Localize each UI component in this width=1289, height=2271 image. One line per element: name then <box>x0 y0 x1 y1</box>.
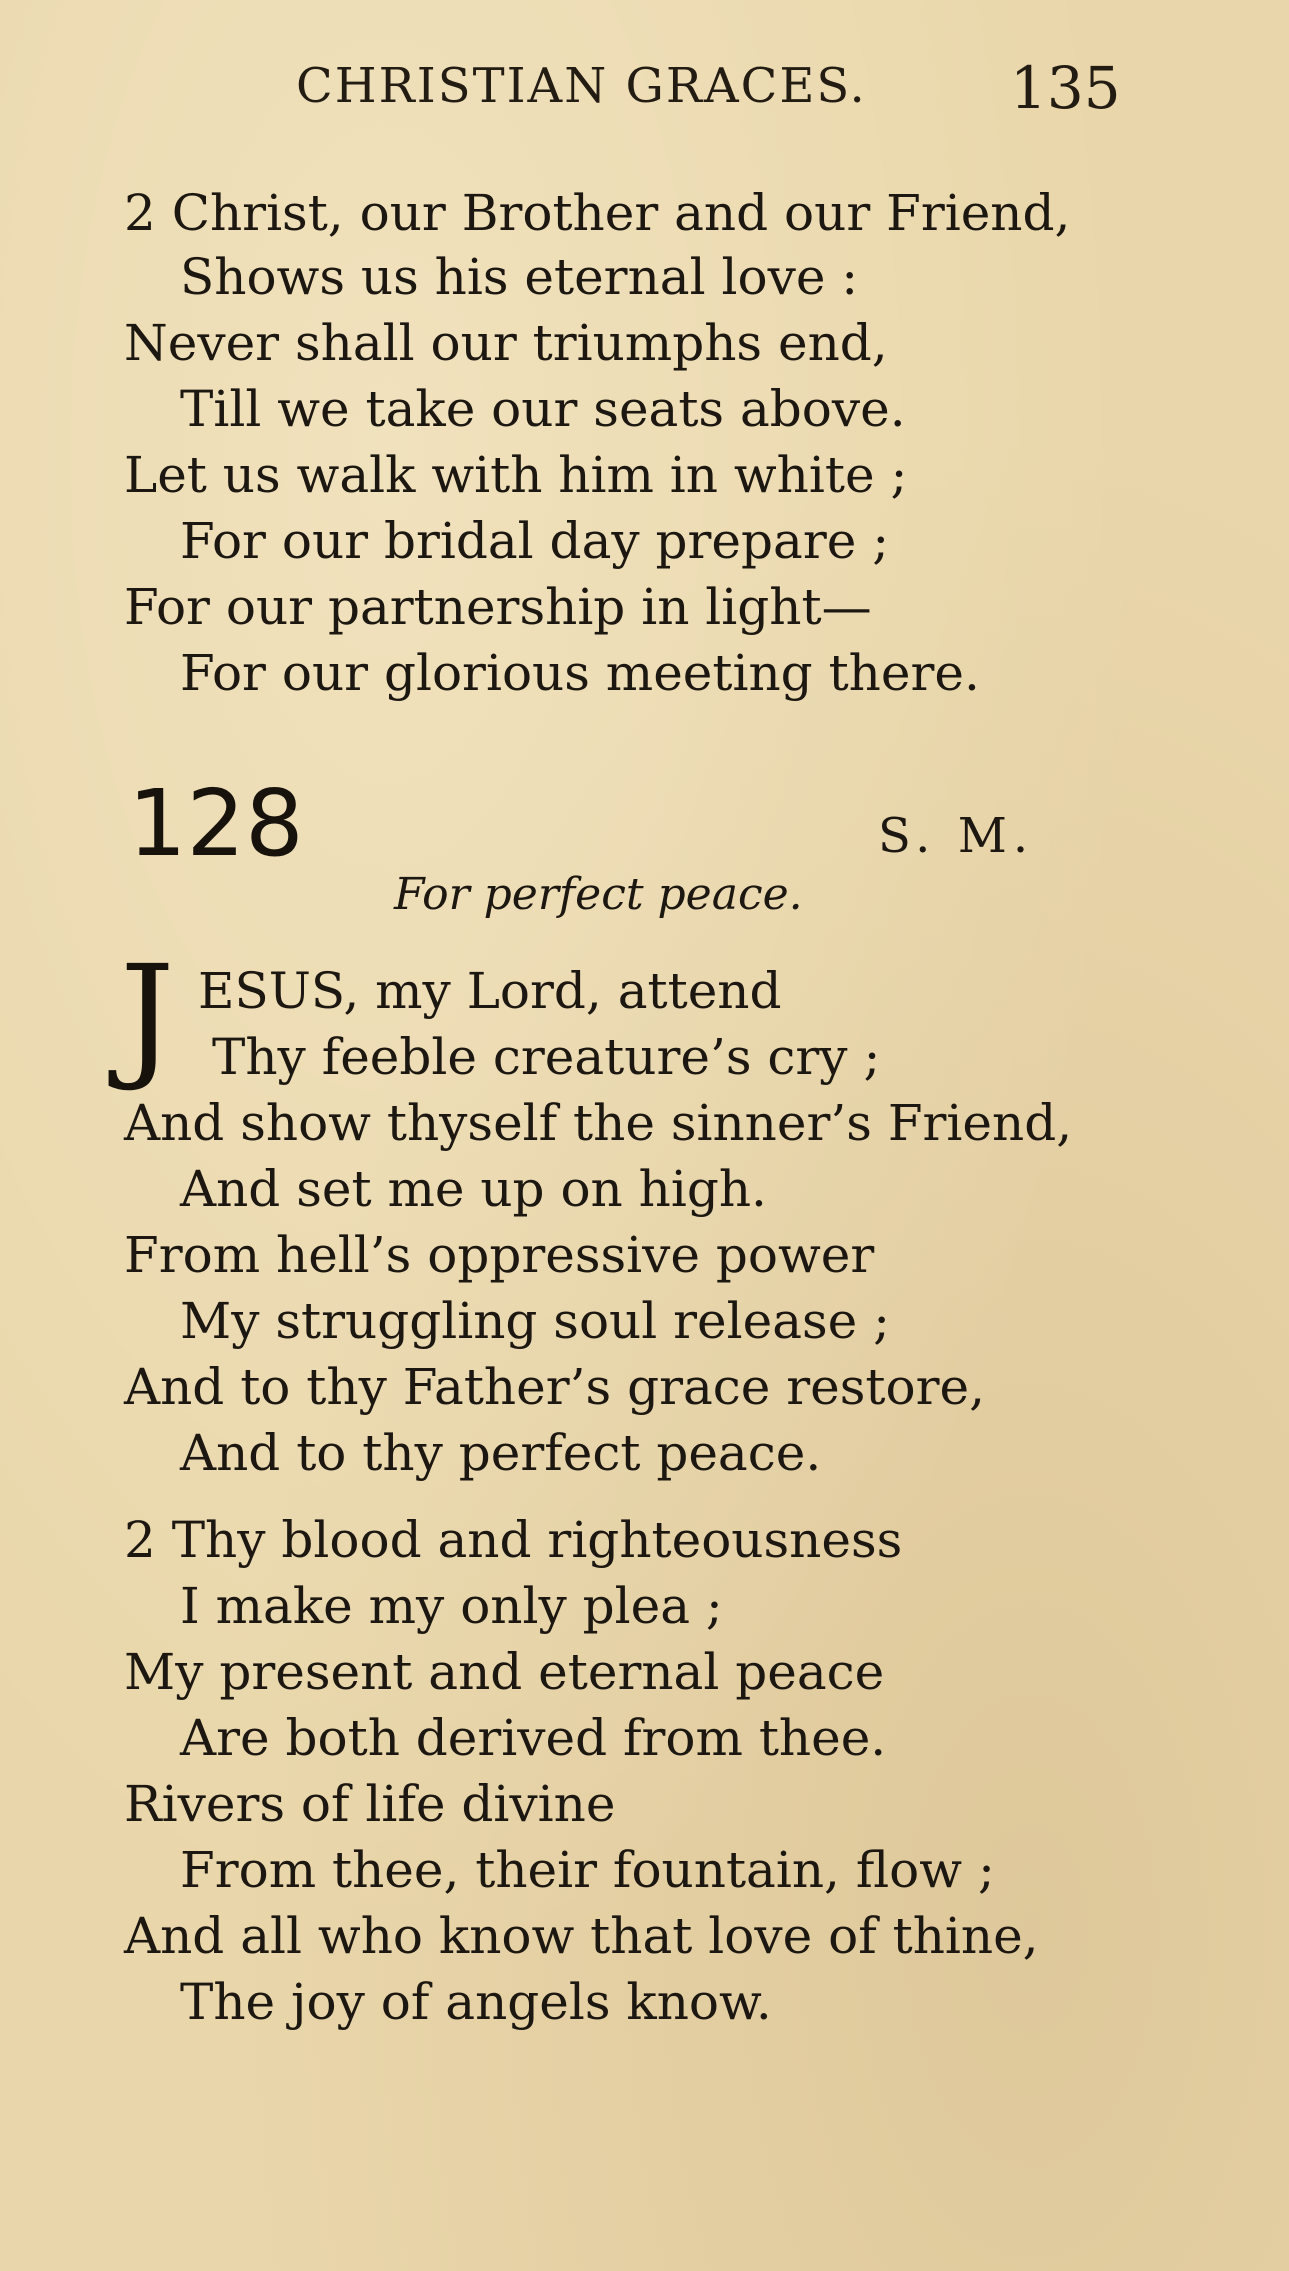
verse-line: My present and eternal peace <box>124 1643 885 1701</box>
verse-line: Shows us his eternal love : <box>180 248 859 306</box>
verse-line: For our glorious meeting there. <box>180 644 980 702</box>
verse-line: Let us walk with him in white ; <box>124 446 908 504</box>
drop-cap: J <box>120 937 175 1095</box>
hymn-meter: S. M. <box>878 808 1035 864</box>
verse-line: From thee, their fountain, flow ; <box>180 1841 995 1899</box>
verse-line: And set me up on high. <box>180 1160 767 1218</box>
verse-line: ESUS, my Lord, attend <box>198 962 782 1020</box>
verse-line: Till we take our seats above. <box>180 380 906 438</box>
verse-line: Are both derived from thee. <box>180 1709 887 1767</box>
running-title: CHRISTIAN GRACES. <box>296 58 867 114</box>
verse-line: Never shall our triumphs end, <box>124 314 888 372</box>
hymn-subtitle: For perfect peace. <box>394 869 803 920</box>
verse-line: And show thyself the sinner’s Friend, <box>124 1094 1073 1152</box>
verse-line: I make my only plea ; <box>180 1577 723 1635</box>
verse-line: For our partnership in light— <box>124 578 872 636</box>
verse-line: And all who know that love of thine, <box>124 1907 1039 1965</box>
verse-line: Rivers of life divine <box>124 1775 616 1833</box>
verse-line: My struggling soul release ; <box>180 1292 891 1350</box>
verse-line: And to thy perfect peace. <box>180 1424 822 1482</box>
verse-line: 2 Christ, our Brother and our Friend, <box>124 184 1071 242</box>
verse-line: 2 Thy blood and righteousness <box>124 1511 903 1569</box>
verse-line: From hell’s oppressive power <box>124 1226 875 1284</box>
page-number: 135 <box>1010 54 1121 122</box>
verse-line: Thy feeble creature’s cry ; <box>212 1028 881 1086</box>
verse-line: For our bridal day prepare ; <box>180 512 890 570</box>
hymn-number: 128 <box>128 770 304 877</box>
verse-line: The joy of angels know. <box>180 1973 772 2031</box>
verse-line: And to thy Father’s grace restore, <box>124 1358 986 1416</box>
